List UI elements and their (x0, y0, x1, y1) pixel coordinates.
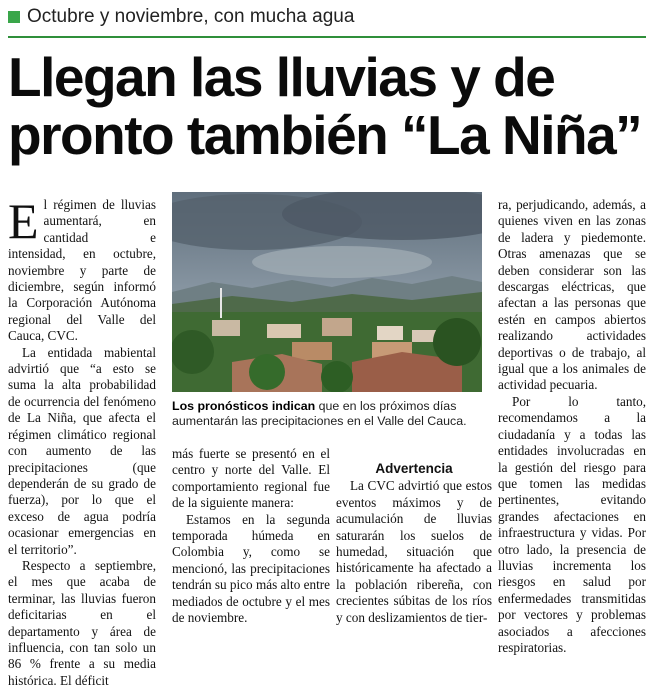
article-column-3 (336, 461, 492, 626)
paragraph: La entidada mabiental advirtió que “a esto se suma la alta probabilidad de ocurrencia del fenómeno de La Niña, que afecta el régimen climático regional con aumento de las precipitaciones (que dependerán de su grado de fuerza), por lo que el exceso de agua podría ocasionar emergencias en el territorio”. (8, 344, 156, 557)
article-column-1 (8, 193, 156, 689)
kicker-text: Octubre y noviembre, con mucha agua (27, 6, 355, 27)
kicker-rule (8, 36, 646, 38)
lead-paragraph-text: l régimen de lluvias aumentará, en cantidad e intensidad, en octubre, noviembre y parte de diciembre, según informó la Corporación Autónoma regional del Valle del Cauca, CVC. (8, 197, 156, 344)
paragraph: más fuerte se presentó en el centro y norte del Valle. El comportamiento regional fue de la siguiente manera: (172, 446, 330, 511)
subheading: Advertencia (375, 461, 453, 476)
paragraph: La CVC advirtió que estos eventos máximos y de acumulación de lluvias saturarán los suelos de humedad, situación que históricamente ha afectado a la población ribereña, con crecientes súbitas de los ríos y con deslizamientos de tier- (336, 478, 492, 625)
article-photo (172, 192, 482, 392)
caption-text: que en los próximos días aumentarán las precipitaciones en el Valle del Cauca. (172, 399, 467, 428)
article-column-2 (172, 446, 330, 626)
headline-line-1: Llegan las lluvias y de (8, 46, 555, 108)
kicker-square-icon (8, 11, 20, 23)
headline-line-2: pronto también “La Niña” (8, 104, 642, 166)
headline (8, 48, 648, 164)
lead-paragraph (8, 193, 156, 345)
paragraph: Por lo tanto, recomendamos a la ciudadanía y a todas las entidades involucradas en la gestión del riesgo para que tomen las medidas pertinentes, evitando grandes afectaciones en infraestructura y vidas. Por otro lado, la presencia de lluvias incrementa los riesgos en salud por enfermedades transmitidas por vectores y problemas asociados a afecciones respiratorias. (498, 393, 646, 655)
drop-cap: E (8, 193, 39, 249)
caption-lead: Los pronósticos indican (172, 399, 316, 413)
paragraph: Estamos en la segunda temporada húmeda en Colombia y, como se mencionó, las precipitaciones tendrán su pico más alto entre mediados de octubre y el mes de noviembre. (172, 511, 330, 626)
section-kicker (8, 6, 646, 28)
article-column-4 (498, 197, 646, 656)
photo-caption (172, 399, 490, 429)
paragraph: Respecto a septiembre, el mes que acaba de terminar, las lluvias fueron deficitarias en el departamento y área de influencia, con tan solo un 86 % frente a su media histórica. El déficit (8, 557, 156, 688)
paragraph: ra, perjudicando, además, a quienes viven en las zonas de ladera y piedemonte. Otras amenazas que se deben considerar son las descargas eléctricas, que afectan a las personas que estén en campos abiertos realizando actividades deportivas o de trabajo, al igual que a los animales de actividad pecuaria. (498, 197, 646, 393)
